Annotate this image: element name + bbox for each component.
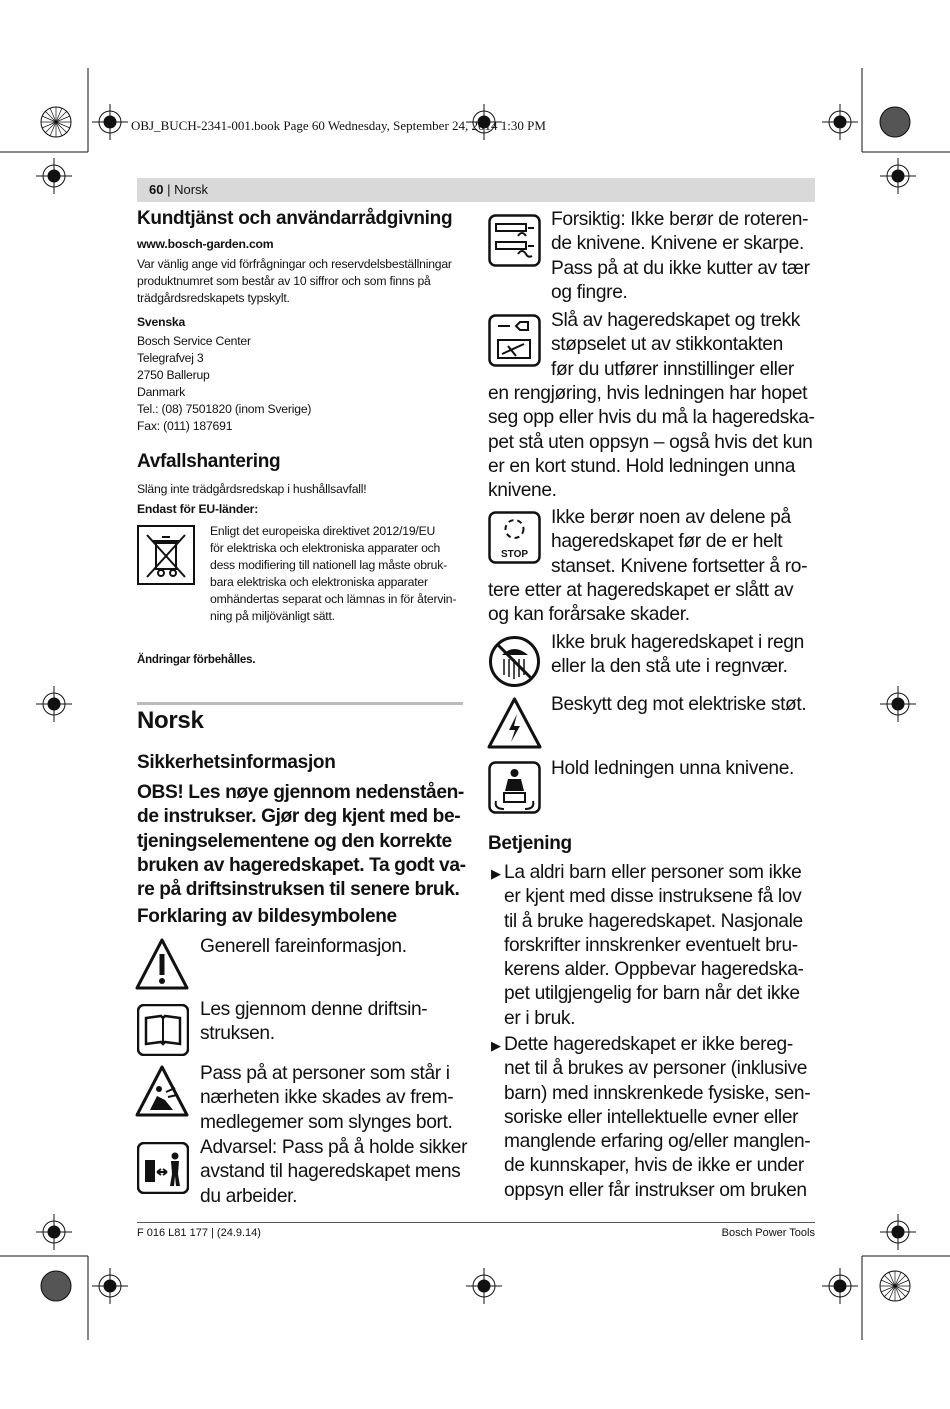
register-mark-top-left-circle — [41, 107, 71, 137]
register-mark-top-right-gray — [880, 107, 910, 137]
avfall-line: Släng inte trädgårdsredskap i hushållsavfall! — [137, 482, 367, 496]
footer-rule — [137, 1222, 815, 1223]
avfall-title: Avfallshantering — [137, 451, 281, 472]
symbol-text-thrown-objects: Pass på at personer som står i nærheten ikke skades av frem- medlegemer som slynges bort. — [200, 1063, 454, 1133]
cord-away-from-blades-icon — [488, 761, 541, 814]
right-block-cord: Hold ledningen unna knivene. — [551, 758, 795, 779]
right-block-stop-continued: tere etter at hageredskapet er slått av og kan forårsake skader. — [488, 580, 794, 626]
right-block-unplug: Slå av hageredskapet og trekk støpselet ut av stikkontakten før du utfører innstillinger eller — [551, 310, 801, 380]
symbol-text-read-manual: Les gjennom denne driftsin- struksen. — [200, 999, 428, 1045]
register-crosshair-right-middle — [880, 686, 916, 722]
register-crosshair-left-middle — [36, 686, 72, 722]
rotating-blades-icon — [488, 214, 541, 267]
bullet-text-children: La aldri barn eller personer som ikke er kjent med disse instruksene få lov til å bruke hageredskapet. Nasjonale forskrifter innskrenker eventuelt bru- kerens alder. Oppbevar hageredska- pet utilgjengelig for barn når det ikke er i bruk. — [504, 862, 804, 1029]
weee-directive-text: Enligt det europeiska direktivet 2012/19/EU för elektriska och elektroniska apparater och dess modifiering till nationell lag måste obruk- bara elektriska och elektroniska apparater omhändertas separat och lämnas in för återvin- ning på miljövänligt sätt. — [210, 524, 457, 623]
kundtjanst-paragraph: Var vänlig ange vid förfrågningar och reservdelsbeställningar produktnumret som består av 10 siffror och som finns på trädgårdsredskapets typskylt. — [137, 257, 452, 305]
footer-doc-number: F 016 L81 177 | (24.9.14) — [137, 1227, 261, 1239]
thrown-objects-icon — [135, 1064, 189, 1120]
unplug-before-maintenance-icon — [488, 314, 541, 367]
register-crosshair-right-bottom — [880, 1214, 916, 1250]
register-crosshair-bottom-left — [92, 1268, 128, 1304]
changes-note: Ändringar förbehålles. — [137, 654, 256, 666]
footer-brand: Bosch Power Tools — [721, 1227, 815, 1239]
symbol-text-general-hazard: Generell fareinformasjon. — [200, 936, 407, 957]
eu-label: Endast för EU-länder: — [137, 502, 259, 516]
register-crosshair-bottom-center — [466, 1268, 502, 1304]
kundtjanst-title: Kundtjänst och användarrådgivning — [137, 208, 453, 229]
electric-shock-icon — [487, 696, 542, 750]
safety-title: Sikkerhetsinformasjon — [137, 752, 336, 773]
stop-label: STOP — [500, 549, 529, 560]
keep-distance-icon — [137, 1142, 189, 1194]
right-block-shock: Beskytt deg mot elektriske støt. — [551, 694, 807, 715]
symbol-text-keep-distance: Advarsel: Pass på å holde sikker avstand til hageredskapet mens du arbeider. — [200, 1137, 468, 1207]
register-crosshair-top-left — [0, 68, 128, 152]
register-crosshair-left-bottom — [36, 1214, 72, 1250]
bullet-text-capabilities: Dette hageredskapet er ikke bereg- net til å brukes av personer (inklusive barn) med innskrenkede fysiske, sen- soriske eller intellektuelle evner eller manglende erfaring og/eller manglen- de kunnskaper, hvis de ikke er under oppsyn eller får instrukser om bruken — [504, 1034, 811, 1201]
bullet-arrow-2: ▶ — [491, 1038, 501, 1053]
section-divider — [137, 702, 463, 705]
service-address: Bosch Service Center Telegrafvej 3 2750 Ballerup Danmark Tel.: (08) 7501820 (inom Sverige) Fax: (011) 187691 — [137, 334, 312, 433]
register-mark-bottom-left-gray — [41, 1271, 71, 1301]
register-mark-bottom-right-circle — [880, 1271, 910, 1301]
right-block-rain: Ikke bruk hageredskapet i regn eller la den stå ute i regnvær. — [551, 632, 804, 678]
section-name: Norsk — [174, 182, 209, 197]
website-link[interactable]: www.bosch-garden.com — [137, 237, 274, 251]
betjening-title: Betjening — [488, 833, 572, 854]
country-heading: Svenska — [137, 315, 186, 329]
no-rain-icon — [488, 635, 541, 688]
symbols-title: Forklaring av bildesymbolene — [137, 906, 397, 927]
register-crosshair-left-top — [36, 158, 72, 194]
warning-triangle-icon — [135, 937, 189, 991]
right-block-unplug-continued: en rengjøring, hvis ledningen har hopet seg opp eller hvis du må la hageredska- pet stå uten oppsyn – også hvis det kun er en kort stund. Hold ledningen unna knivene. — [488, 383, 815, 502]
right-block-stop: Ikke berør noen av delene på hageredskapet før de er helt stanset. Knivene fortsetter å ro- — [551, 507, 808, 577]
read-manual-icon — [137, 1004, 189, 1056]
wait-until-stopped-icon — [488, 511, 541, 564]
norsk-title: Norsk — [137, 707, 204, 734]
register-crosshair-right-top — [880, 158, 916, 194]
page-number: 60 — [149, 182, 164, 197]
obs-warning: OBS! Les nøye gjennom nedenståen- de instrukser. Gjør deg kjent med be- tjeningselementene og den korrekte bruken av hageredskapet. Ta godt va- re på driftsinstruksen til senere bruk. — [137, 782, 466, 901]
right-block-blades: Forsiktig: Ikke berør de roteren- de knivene. Knivene er skarpe. Pass på at du ikke kutter av tær og fingre. — [551, 209, 810, 303]
page-header-bar: 60 | Norsk — [137, 178, 815, 202]
register-crosshair-bottom-right — [822, 1268, 858, 1304]
bullet-arrow-1: ▶ — [491, 866, 501, 881]
crossed-bin-icon — [137, 525, 195, 585]
book-header: OBJ_BUCH-2341-001.book Page 60 Wednesday, September 24, 2014 1:30 PM — [131, 118, 546, 133]
